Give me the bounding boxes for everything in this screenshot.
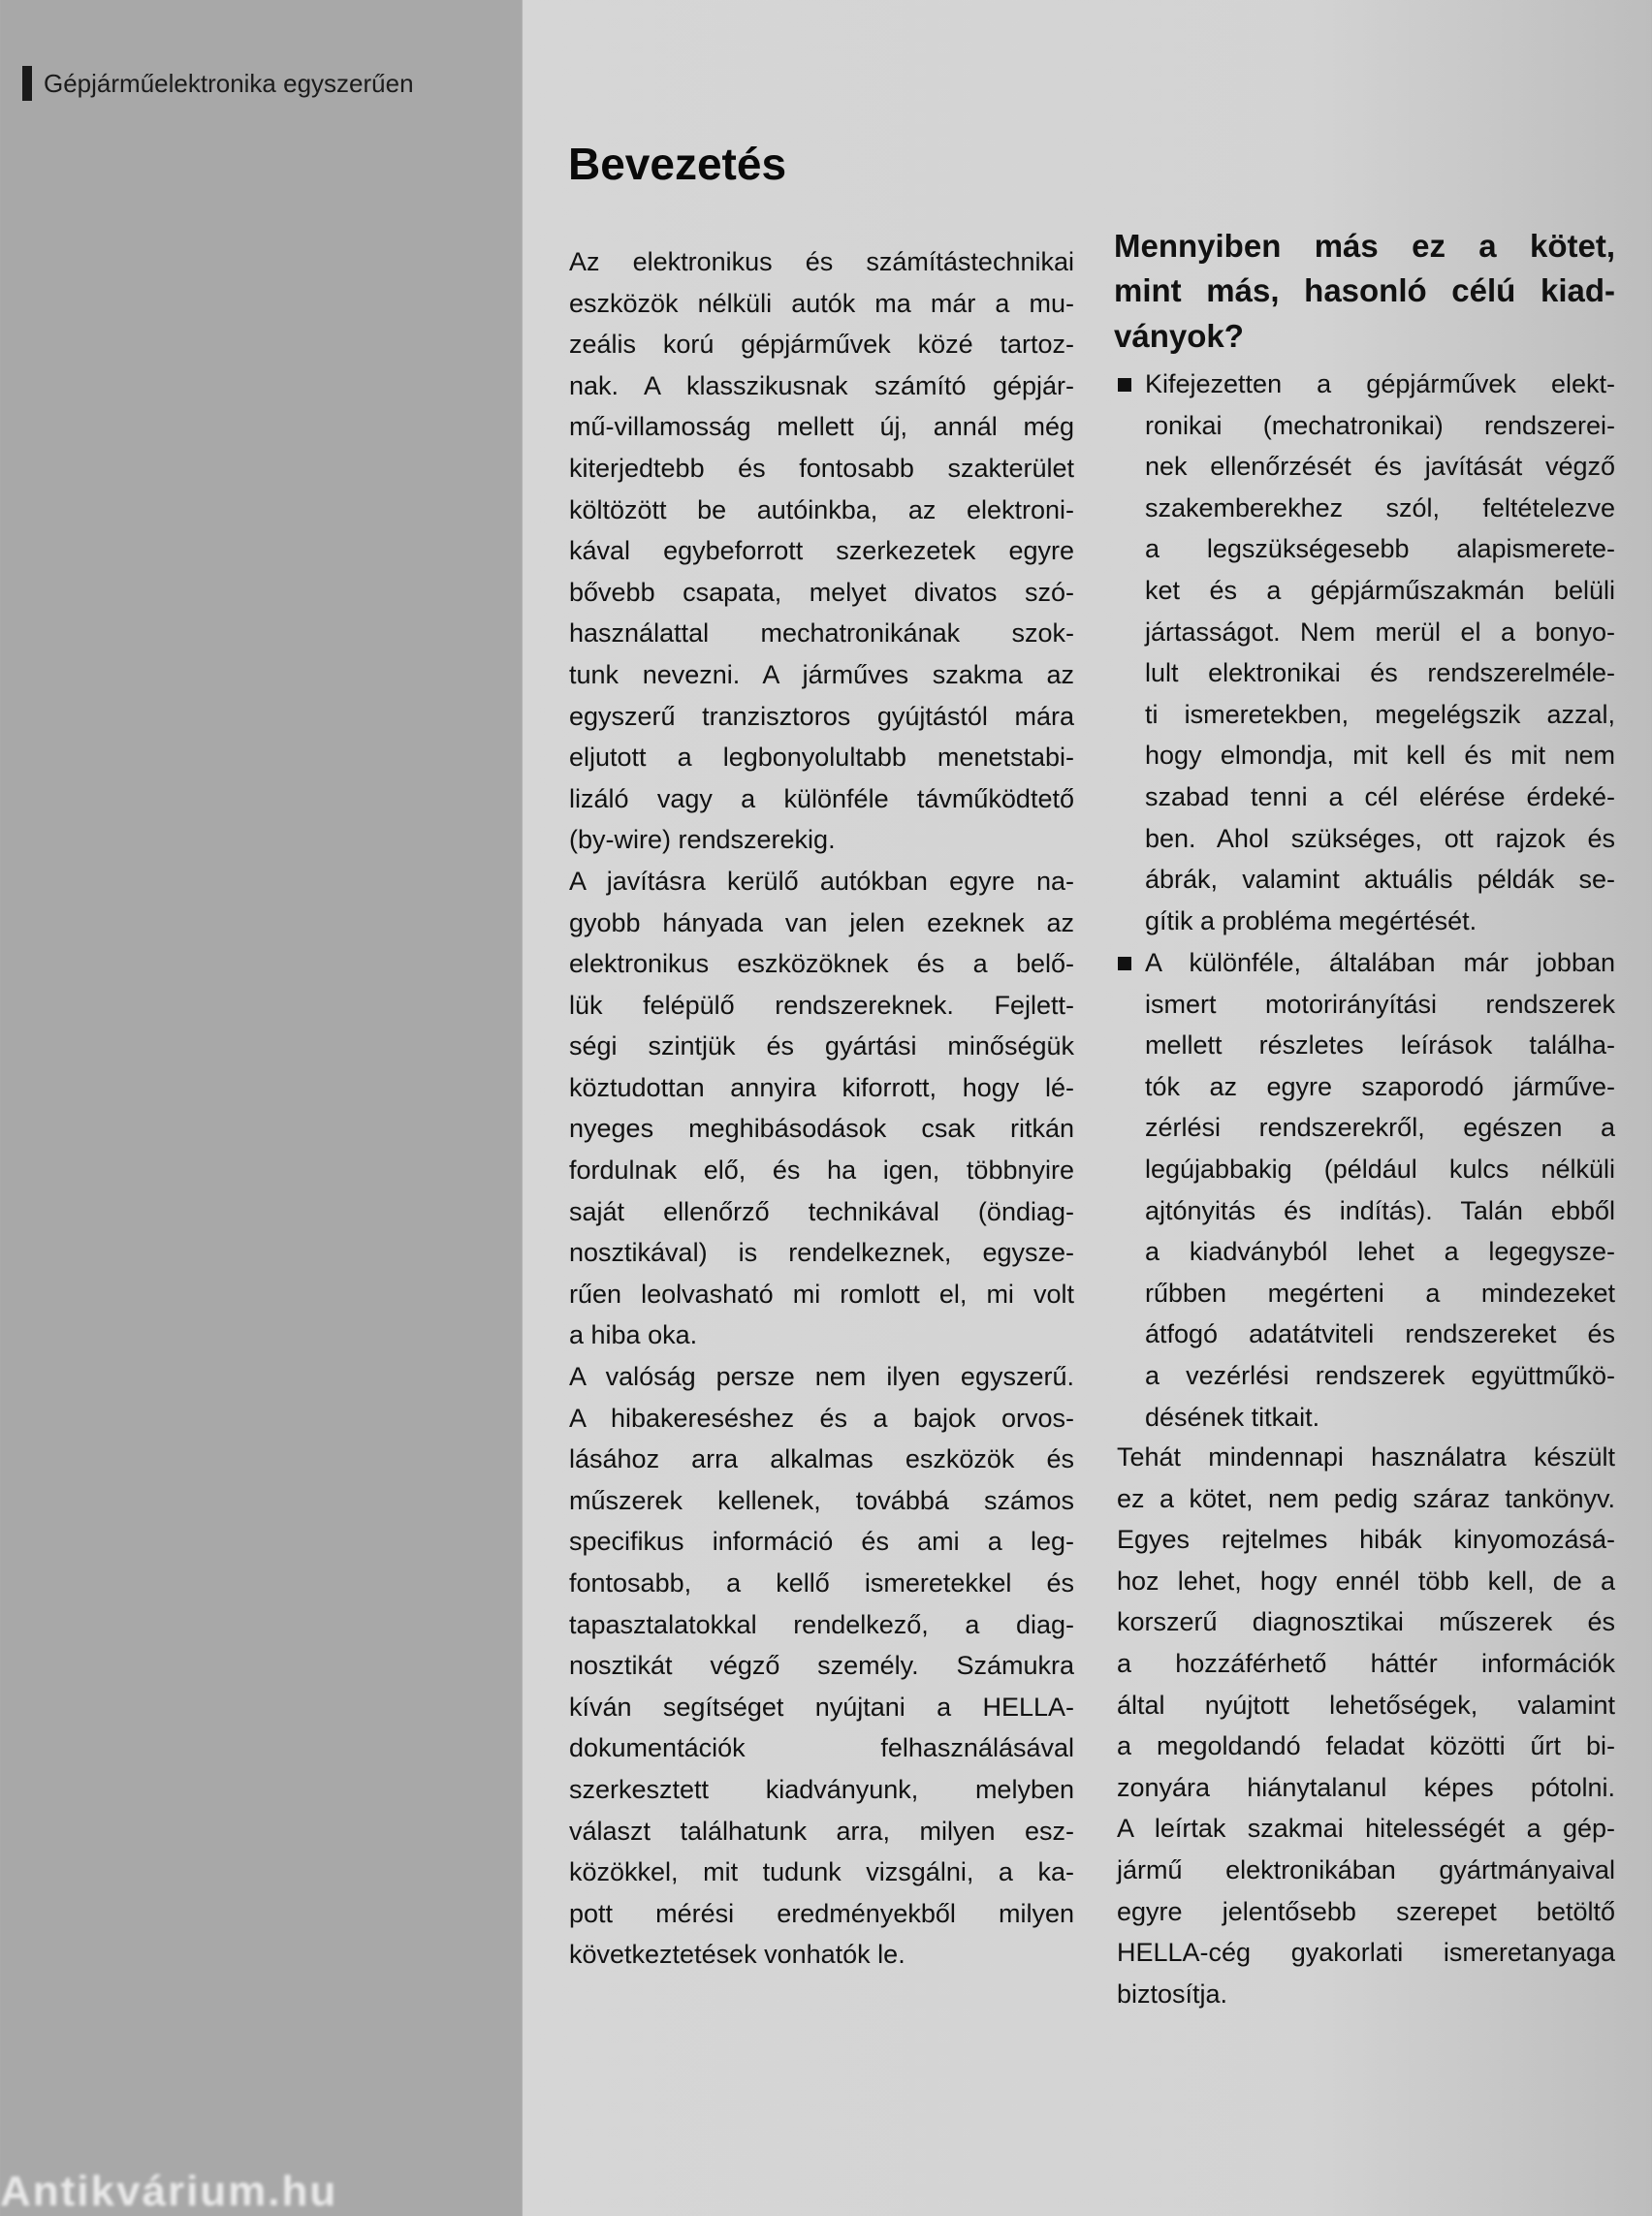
text-line: szakemberekhez szól, feltételezve (1145, 492, 1615, 522)
text-line: lásához arra alkalmas eszközök és (569, 1444, 1074, 1474)
text-line: választ találhatunk arra, milyen esz- (569, 1816, 1074, 1846)
bullet-item-2 (1114, 942, 1615, 1438)
text-line: bővebb csapata, melyet divatos szó- (569, 577, 1074, 607)
text-line: A leírtak szakmai hitelességét a gép- (1117, 1814, 1615, 1844)
text-line: a legszükségesebb alapismerete- (1145, 534, 1615, 564)
text-line: mint más, hasonló célú kiad- (1114, 272, 1615, 309)
text-line: a kiadványból lehet a legegysze- (1145, 1237, 1615, 1267)
text-line: mellett részletes leírások találha- (1145, 1030, 1615, 1061)
header-bar-mark (22, 66, 32, 101)
text-line: köztudottan annyira kiforrott, hogy lé- (569, 1072, 1074, 1102)
text-line: rűbben megérteni a mindezeket (1145, 1278, 1615, 1308)
text-line: a hiba oka. (569, 1320, 698, 1350)
text-line: kával egybeforrott szerkezetek egyre (569, 536, 1074, 566)
text-line: jártasságot. Nem merül el a bonyo- (1145, 617, 1615, 647)
text-line: ványok? (1114, 317, 1244, 354)
text-line: közökkel, mit tudunk vizsgálni, a ka- (569, 1857, 1074, 1887)
text-line: a vezérlési rendszerek együttműkö- (1145, 1360, 1615, 1390)
text-line: nek ellenőrzését és javítását végző (1145, 452, 1615, 482)
text-line: A hibakereséshez és a bajok orvos- (569, 1403, 1074, 1433)
text-line: gítik a probléma megértését. (1145, 905, 1477, 935)
left-column-text (569, 241, 1074, 1976)
text-line: lizáló vagy a különféle távműködtető (569, 783, 1074, 813)
closing-paragraph (1117, 1437, 1615, 2014)
text-line: lük felépülő rendszereknek. Fejlett- (569, 990, 1074, 1020)
square-bullet-icon (1118, 378, 1131, 392)
text-line: a megoldandó feladat közötti űrt bi- (1117, 1731, 1615, 1761)
text-line: ben. Ahol szükséges, ott rajzok és (1145, 823, 1615, 853)
text-line: egyre jelentősebb szerepet betöltő (1117, 1896, 1615, 1926)
text-line: költözött be autóinkba, az elektroni- (569, 494, 1074, 524)
text-line: ségi szintjük és gyártási minőségük (569, 1031, 1074, 1061)
text-line: jármű elektronikában gyártmányaival (1117, 1854, 1615, 1884)
text-line: (by-wire) rendszerekig. (569, 825, 836, 855)
text-line: biztosítja. (1117, 1979, 1228, 2009)
page-title: Bevezetés (568, 139, 787, 189)
text-line: ket és a gépjárműszakmán belüli (1145, 575, 1615, 605)
text-line: szabad tenni a cél elérése érdeké- (1145, 781, 1615, 811)
text-line: Az elektronikus és számítástechnikai (569, 247, 1074, 276)
text-line: zonyára hiánytalanul képes pótolni. (1117, 1772, 1615, 1802)
text-line: nak. A klasszikusnak számító gépjár- (569, 370, 1074, 400)
text-line: szerkesztett kiadványunk, melyben (569, 1774, 1074, 1804)
text-line: A különféle, általában már jobban (1145, 948, 1615, 977)
text-line: fontosabb, a kellő ismeretekkel és (569, 1568, 1074, 1598)
text-line: a hozzáférhető háttér információk (1117, 1648, 1615, 1678)
text-line: tók az egyre szaporodó járműve- (1145, 1071, 1615, 1101)
text-line: nyeges meghibásodások csak ritkán (569, 1114, 1074, 1144)
text-line: saját ellenőrző technikával (öndiag- (569, 1196, 1074, 1226)
text-line: A valóság persze nem ilyen egyszerű. (569, 1362, 1074, 1392)
text-line: HELLA-cég gyakorlati ismeretanyaga (1117, 1938, 1615, 1968)
text-line: nosztikát végző személy. Számukra (569, 1651, 1074, 1681)
text-line: désének titkait. (1145, 1402, 1320, 1432)
text-line: pott mérési eredményekből milyen (569, 1898, 1074, 1928)
text-line: ronikai (mechatronikai) rendszerei- (1145, 410, 1615, 440)
text-line: Tehát mindennapi használatra készült (1117, 1442, 1615, 1472)
text-line: átfogó adatátviteli rendszereket és (1145, 1319, 1615, 1349)
section-heading (1114, 224, 1615, 359)
text-line: eljutott a legbonyolultabb menetstabi- (569, 743, 1074, 773)
text-line: legújabbakig (például kulcs nélküli (1145, 1154, 1615, 1184)
text-line: tunk nevezni. A járműves szakma az (569, 659, 1074, 689)
text-line: használattal mechatronikának szok- (569, 618, 1074, 649)
text-line: lult elektronikai és rendszerelméle- (1145, 658, 1615, 688)
text-line: Egyes rejtelmes hibák kinyomozásá- (1117, 1525, 1615, 1555)
text-line: következtetések vonhatók le. (569, 1940, 905, 1970)
text-line: gyobb hányada van jelen ezeknek az (569, 907, 1074, 937)
text-line: Mennyiben más ez a kötet, (1114, 228, 1615, 264)
watermark: Antikvárium.hu (0, 2168, 338, 2215)
text-line: egyszerű tranzisztoros gyújtástól mára (569, 701, 1074, 731)
bullet-item-1 (1114, 364, 1615, 941)
text-line: kíván segítséget nyújtani a HELLA- (569, 1692, 1074, 1722)
text-line: ismert motorirányítási rendszerek (1145, 989, 1615, 1019)
text-line: specifikus információ és ami a leg- (569, 1527, 1074, 1557)
text-line: fordulnak elő, és ha igen, többnyire (569, 1155, 1074, 1186)
text-line: ti ismeretekben, megelégszik azzal, (1145, 699, 1615, 729)
text-line: Kifejezetten a gépjárművek elekt- (1145, 369, 1615, 398)
text-line: ajtónyitás és indítás). Talán ebből (1145, 1195, 1615, 1225)
text-line: zeális korú gépjárművek közé tartoz- (569, 330, 1074, 360)
text-line: dokumentációk felhasználásával (569, 1733, 1074, 1763)
text-line: zérlési rendszerekről, egészen a (1145, 1113, 1615, 1143)
text-line: mű-villamosság mellett új, annál még (569, 412, 1074, 442)
text-line: ábrák, valamint aktuális példák se- (1145, 865, 1615, 895)
text-line: A javításra kerülő autókban egyre na- (569, 866, 1074, 896)
text-line: eszközök nélküli autók ma már a mu- (569, 288, 1074, 318)
running-title: Gépjárműelektronika egyszerűen (44, 68, 414, 98)
text-line: korszerű diagnosztikai műszerek és (1117, 1607, 1615, 1637)
text-line: hogy elmondja, mit kell és mit nem (1145, 741, 1615, 771)
text-line: tapasztalatokkal rendelkező, a diag- (569, 1609, 1074, 1639)
text-line: rűen leolvasható mi romlott el, mi volt (569, 1279, 1074, 1309)
text-line: hoz lehet, hogy ennél több kell, de a (1117, 1566, 1615, 1596)
text-line: műszerek kellenek, továbbá számos (569, 1485, 1074, 1515)
running-header (22, 64, 414, 103)
text-line: kiterjedtebb és fontosabb szakterület (569, 453, 1074, 483)
text-line: nosztikával) is rendelkeznek, egysze- (569, 1238, 1074, 1268)
text-line: által nyújtott lehetőségek, valamint (1117, 1690, 1615, 1720)
text-line: elektronikus eszközöknek és a belő- (569, 949, 1074, 979)
square-bullet-icon (1118, 957, 1131, 970)
text-line: ez a kötet, nem pedig száraz tankönyv. (1117, 1483, 1615, 1513)
